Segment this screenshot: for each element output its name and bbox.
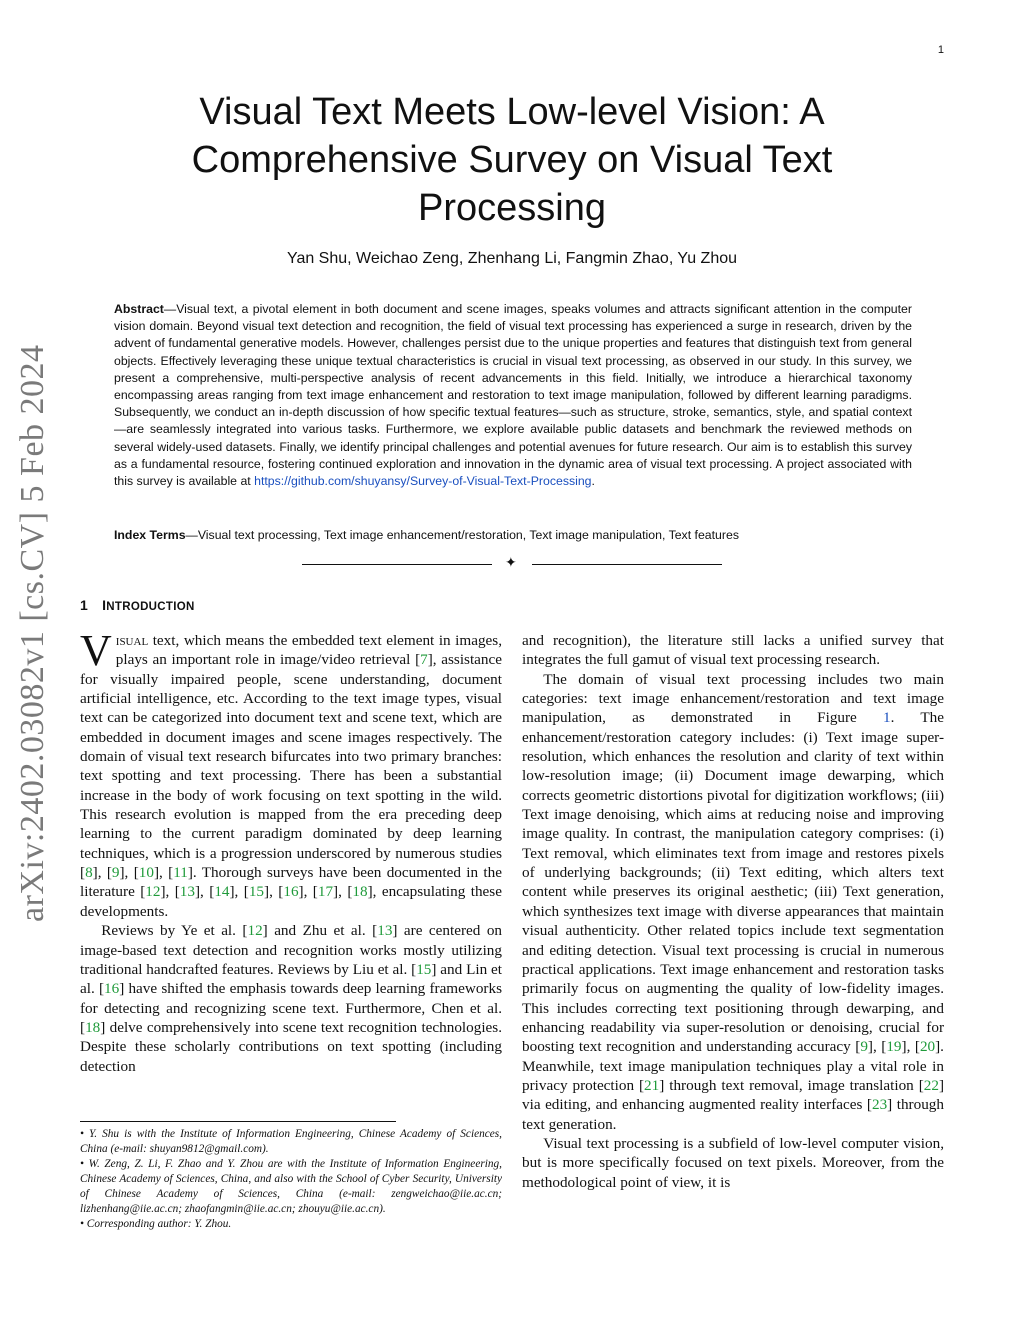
footnote-rule: [80, 1121, 396, 1122]
figure-reference-link[interactable]: 1: [883, 709, 891, 727]
section-title-rest: NTRODUCTION: [106, 601, 195, 613]
text: ], [: [160, 883, 180, 901]
footnote: • W. Zeng, Z. Li, F. Zhao and Y. Zhou are with the Institute of Information Engineering, Chinese Academy of Sciences, China, and also with the School of Cyber Security, University of Chinese Academy of Sciences, China (e-mail: zengweichao@iie.ac.cn; lizhenhang@iie.ac.cn; zhaofangmin@iie.ac.cn; zhouyu@iie.ac.cn).: [80, 1158, 502, 1215]
left-column: [80, 626, 503, 1076]
text: ] and Zhu et al. [: [262, 922, 378, 940]
citation-link[interactable]: 14: [214, 883, 230, 901]
text: ], [: [333, 883, 353, 901]
citation-link[interactable]: 19: [886, 1038, 902, 1056]
author-list: Yan Shu, Weichao Zeng, Zhenhang Li, Fangmin Zhao, Yu Zhou: [286, 250, 738, 267]
paragraph: [80, 921, 502, 1076]
page-number: 1: [937, 44, 944, 56]
text: ], [: [92, 864, 112, 882]
separator-line-left: [302, 564, 492, 565]
paragraph: Visual text processing is a subfield of low-level computer vision, but is more specifically focused on text pixels. Moreover, from the methodological point of view, it is: [522, 1134, 944, 1191]
arxiv-stamp: arXiv:2402.03082v1 [cs.CV] 5 Feb 2024: [14, 344, 51, 922]
citation-link[interactable]: 9: [860, 1038, 868, 1056]
text: ] through text generation.: [522, 1096, 944, 1133]
citation-link[interactable]: 18: [352, 883, 368, 901]
text: ], [: [194, 883, 215, 901]
text: ]. Thorough surveys have been documented in the literature [: [80, 864, 502, 901]
citation-link[interactable]: 18: [85, 1018, 101, 1036]
text: ] and Lin et al. [: [80, 960, 502, 998]
abstract-text: —Visual text, a pivotal element in both document and scene images, speaks volumes and attracts significant attention in the computer vision domain. Beyond visual text detection and recognition, the field of visual text processing has experienced a surge in research, driven by the advent of fundamental generative models. However, challenges persist due to the unique properties and features that distinguish text from general objects. Effectively leveraging these unique textual characteristics is crucial in visual text processing, as observed in our study. In this survey, we present a comprehensive, multi-perspective analysis of recent advancements in this field. Initially, we introduce a hierarchical taxonomy encompassing areas ranging from text image enhancement and restoration to text image manipulation, followed by different learning paradigms. Subsequently, we conduct an in-depth discussion of how specific textual features—such as structure, stroke, semantics, style, and spatial context—are seamlessly integrated into various tasks. Furthermore, we explore available public datasets and benchmark the reviewed methods on several widely-used datasets. Finally, we identify principal challenges and potential avenues for future research. Our aim is to establish this survey as a fundamental resource, fostering continued exploration and innovation in the dynamic area of visual text processing. A project associated with this survey is available at: [114, 302, 912, 489]
paragraph: [522, 670, 944, 1134]
text: ] are centered on image-based text detection and recognition works mostly utilizing traditional handcrafted features. Reviews by Liu et al. [: [80, 922, 503, 978]
section-title-initial: I: [102, 597, 107, 613]
index-terms-text: —Visual text processing, Text image enhancement/restoration, Text image manipulation, Text features: [185, 528, 739, 542]
footnote: • Y. Shu is with the Institute of Information Engineering, Chinese Academy of Sciences, China (e-mail: shuyan9812@gmail.com).: [80, 1128, 502, 1155]
citation-link[interactable]: 21: [644, 1076, 660, 1094]
citation-link[interactable]: 8: [85, 864, 93, 882]
text: ]. Meanwhile, text image manipulation techniques play a vital role in privacy protection [: [522, 1038, 944, 1094]
citation-link[interactable]: 12: [145, 883, 161, 901]
abstract-end: .: [591, 474, 595, 489]
citation-link[interactable]: 7: [420, 651, 428, 669]
citation-link[interactable]: 23: [871, 1096, 888, 1114]
right-column: [522, 631, 944, 1192]
abstract-label: Abstract: [114, 302, 164, 316]
text: ], [: [867, 1038, 887, 1056]
text: Reviews by Ye et al. [: [101, 922, 248, 940]
citation-link[interactable]: 12: [247, 922, 263, 940]
section-number: 1: [80, 597, 89, 613]
separator-line-right: [532, 564, 722, 565]
separator-diamond-icon: ✦: [505, 556, 517, 571]
text: ], [: [901, 1038, 920, 1056]
citation-link[interactable]: 9: [111, 864, 120, 882]
text: . The enhancement/restoration category includes: (i) Text image super-resolution, which enhances the resolution and clarity of text within low-resolution image; (ii) Document image dewarping, which corrects geometric distortions pivotal for digitization workflows; (iii) Text image denoising, which aims at reducing noise and improving image quality. In contrast, the manipulation category comprises: (i) Text removal, which eliminates text from image and restores pixels of underlying backgrounds; (ii) Text editing, which alters text content while preserves its original aesthetic; (iii) Text generation, which synthesizes text image with diverse appearances that maintain visual authenticity. Other related topics include text segmentation and editing detection. Visual text processing is crucial in numerous practical applications. Text image enhancement and restoration tasks primarily focus on augmenting the quality of low-fidelity images. This includes correcting text positioning through dewarping, and enhancing readability via super-resolution or denoising, crucial for boosting text recognition and understanding accuracy [: [522, 709, 945, 1056]
text: text, which means the embedded text element in images, plays an important role in image/video retrieval [: [115, 632, 502, 669]
footnotes: [80, 1127, 502, 1232]
text: ] through text removal, image translation [: [659, 1076, 924, 1094]
citation-link[interactable]: 15: [416, 960, 432, 978]
citation-link[interactable]: 13: [179, 883, 195, 901]
citation-link[interactable]: 16: [104, 980, 120, 998]
index-terms-label: Index Terms: [114, 528, 186, 542]
paper-title: Visual Text Meets Low-level Vision: A Comprehensive Survey on Visual Text Processing: [191, 91, 833, 229]
citation-link[interactable]: 13: [377, 922, 393, 940]
text: The domain of visual text processing includes two main categories: text image enhancement/restoration and text image manipulation, as demonstrated in Figure: [522, 670, 944, 727]
paragraph: and recognition), the literature still lacks a unified survey that integrates the full gamut of visual text processing research.: [522, 632, 944, 669]
citation-link[interactable]: 10: [138, 864, 154, 882]
text: ], encapsulating these developments.: [80, 883, 502, 920]
citation-link[interactable]: 22: [923, 1076, 939, 1094]
text: ] have shifted the emphasis towards deep learning frameworks for detecting and recognizing scene text. Furthermore, Chen et al. [: [80, 980, 502, 1036]
text: ], assistance for visually impaired people, scene understanding, document artificial intelligence, etc. According to the text image types, visual text can be categorized into document text and scene text, which are embedded in document images and scene images respectively. The domain of visual text research bifurcates into two primary branches: text spotting and text processing. There has been a substantial increase in the body of work focusing on text spotting in the wild. This research evolution is mapped from the era preceding deep learning to the current paradigm dominated by deep learning techniques, which is a progression underscored by numerous studies [: [80, 651, 502, 882]
citation-link[interactable]: 11: [173, 864, 188, 882]
text: ], [: [229, 883, 249, 901]
text: ], [: [298, 883, 318, 901]
text: ], [: [153, 864, 174, 882]
paragraph: [80, 626, 502, 921]
text: ] via editing, and enhancing augmented reality interfaces [: [522, 1076, 944, 1114]
abstract: [114, 301, 912, 490]
citation-link[interactable]: 16: [283, 883, 299, 901]
text: ], [: [119, 864, 139, 882]
footnote: • Corresponding author: Y. Zhou.: [80, 1218, 232, 1230]
citation-link[interactable]: 17: [317, 883, 334, 901]
text: ], [: [264, 883, 284, 901]
section-separator: [302, 556, 722, 572]
drop-cap: V: [80, 626, 112, 675]
citation-link[interactable]: 15: [248, 883, 265, 901]
index-terms: [114, 528, 912, 542]
small-caps-word: isual: [115, 632, 149, 649]
citation-link[interactable]: 20: [919, 1038, 936, 1056]
section-heading: [80, 597, 195, 613]
text: ] delve comprehensively into scene text recognition technologies. Despite these scholarly contributions on text spotting (including detection: [80, 1018, 502, 1075]
project-link[interactable]: https://github.com/shuyansy/Survey-of-Visual-Text-Processing: [254, 474, 592, 489]
